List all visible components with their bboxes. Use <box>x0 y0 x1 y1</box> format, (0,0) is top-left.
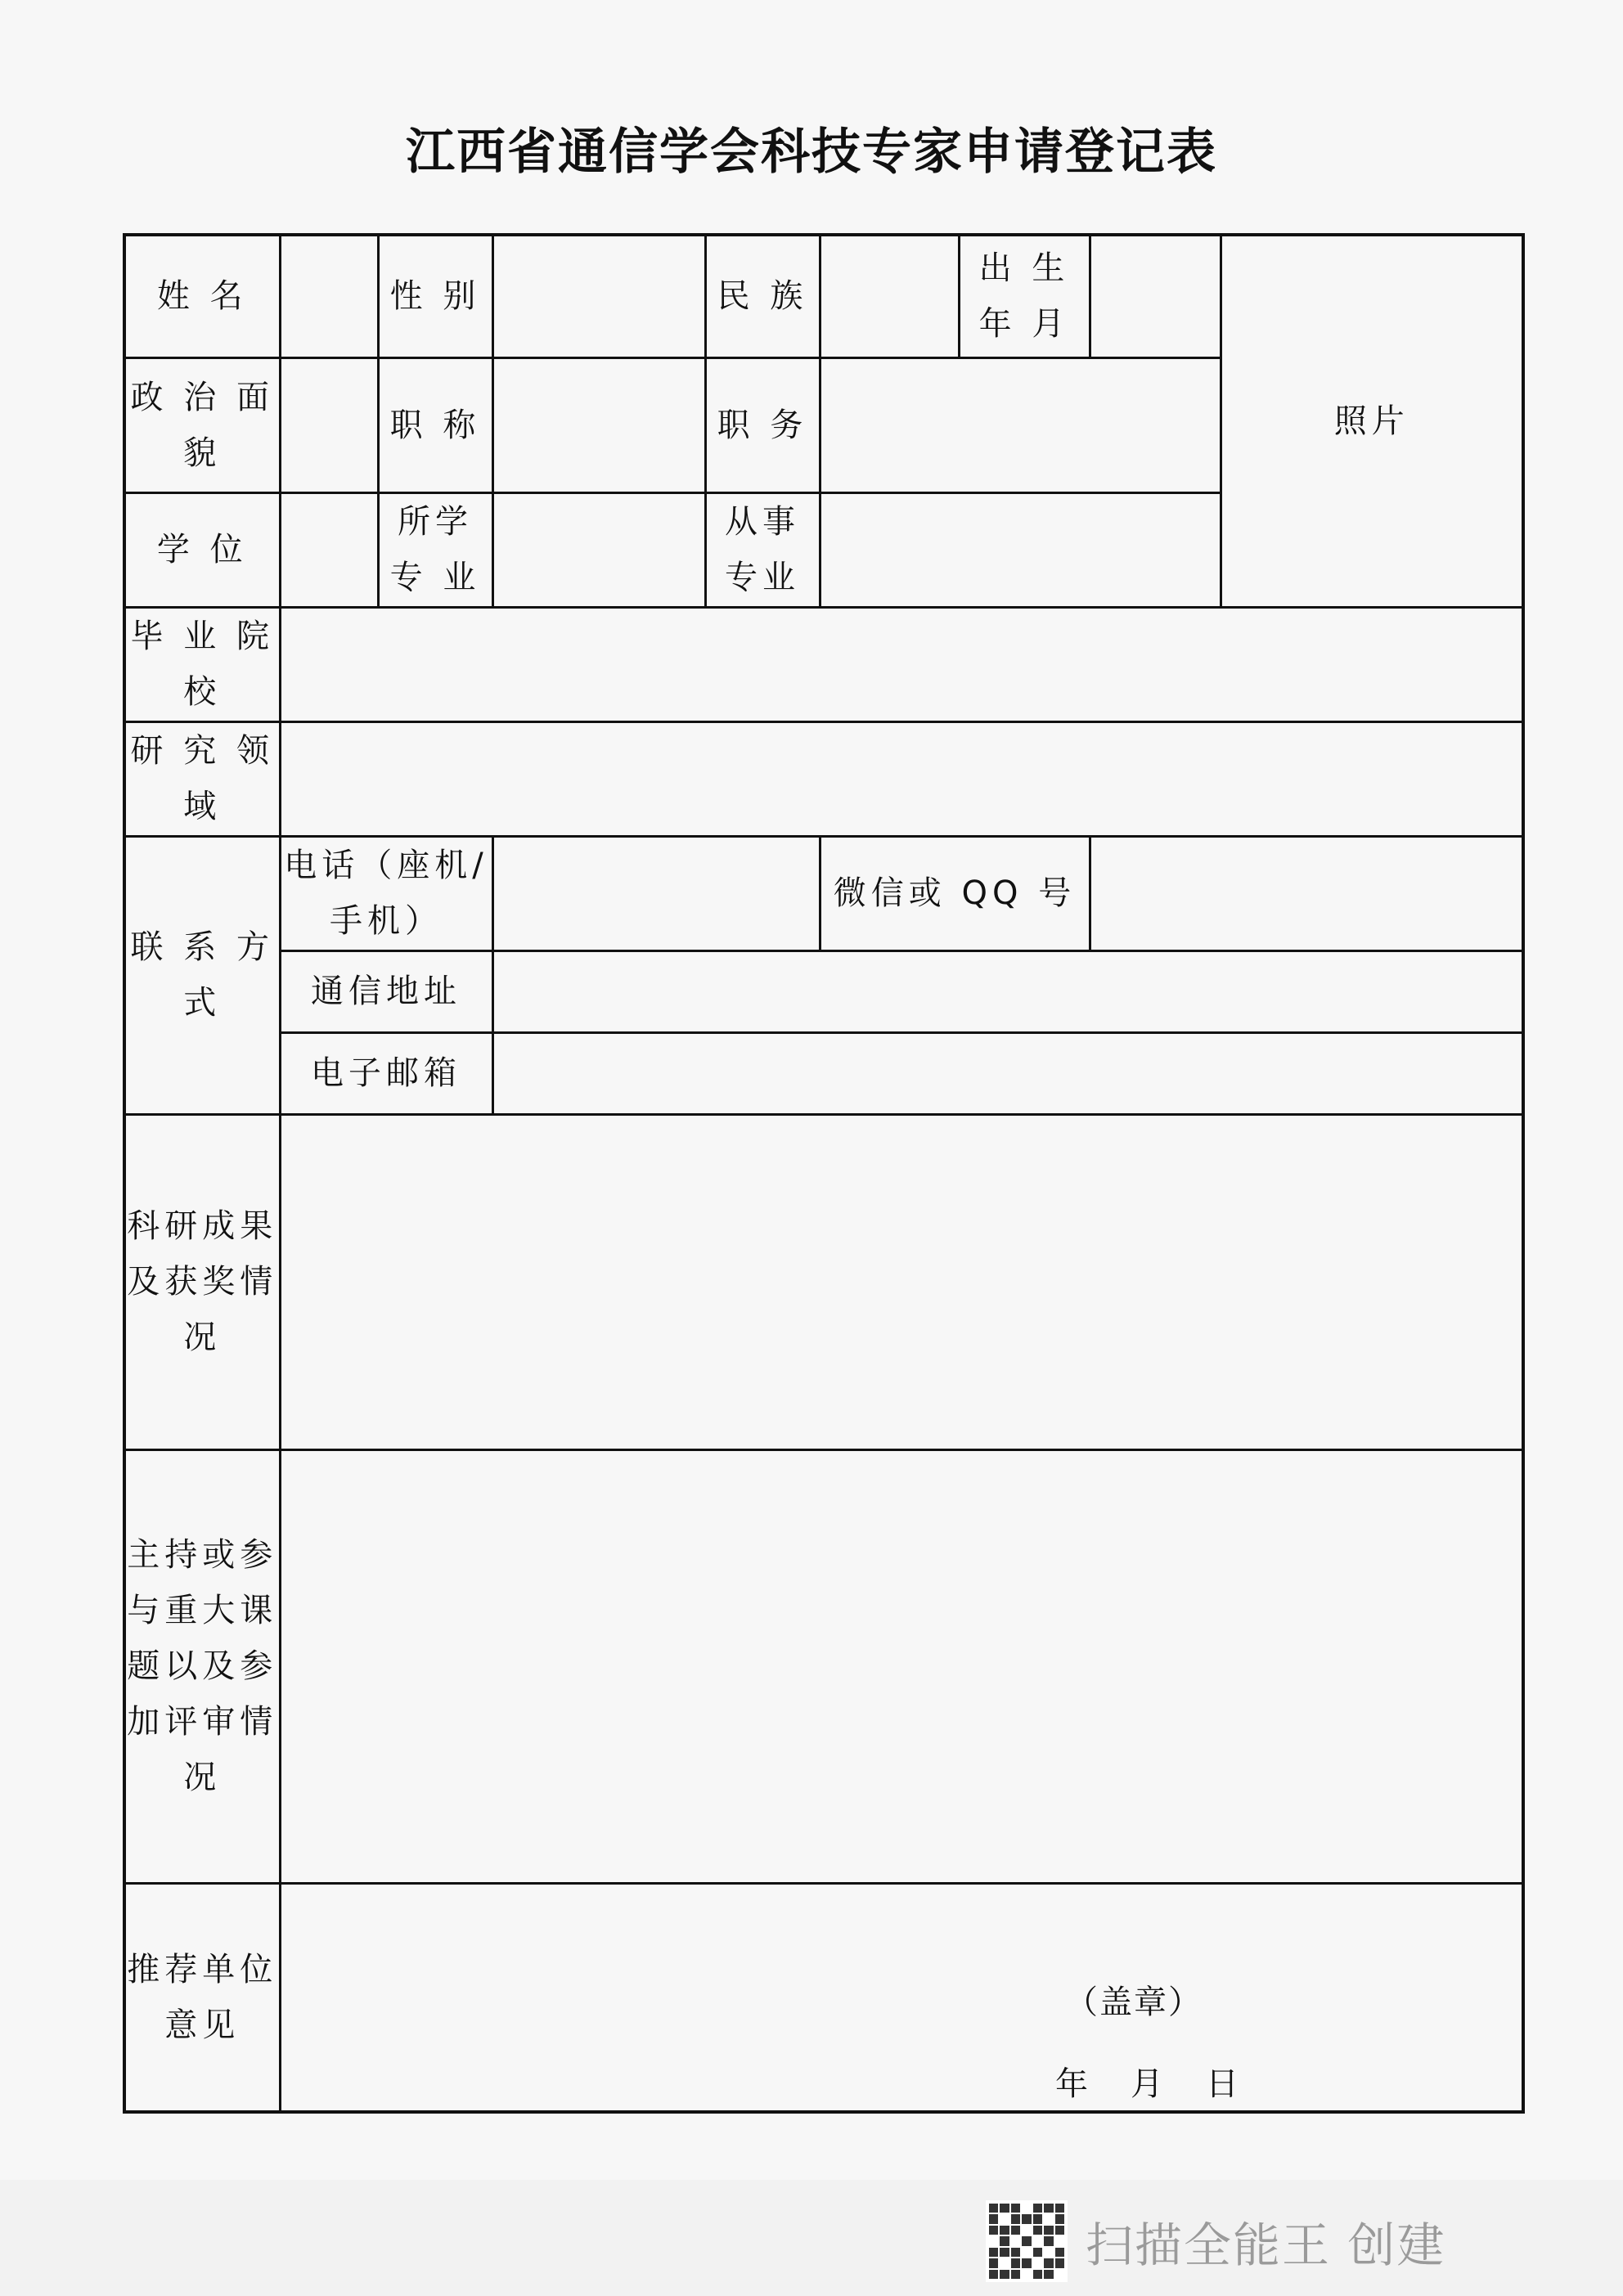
field-research[interactable] <box>280 721 1523 836</box>
field-major[interactable] <box>492 492 705 607</box>
field-ethnicity[interactable] <box>820 235 959 357</box>
field-birth[interactable] <box>1090 235 1221 357</box>
field-degree[interactable] <box>280 492 378 607</box>
label-projects: 主持或参与重大课题以及参加评审情况 <box>124 1449 280 1883</box>
label-address: 通信地址 <box>280 950 492 1032</box>
label-field: 从事 专业 <box>705 492 820 607</box>
label-ethnicity: 民 族 <box>705 235 820 357</box>
field-political[interactable] <box>280 357 378 492</box>
registration-form-table <box>123 233 1525 2114</box>
label-political: 政 治 面 貌 <box>124 357 280 492</box>
field-email[interactable] <box>492 1032 1523 1114</box>
label-research: 研 究 领 域 <box>124 721 280 836</box>
watermark-text: 扫描全能王 创建 <box>1086 2217 1446 2273</box>
field-phone[interactable] <box>492 836 820 950</box>
qr-code-icon <box>986 2200 1068 2282</box>
label-phone: 电话（座机/手机） <box>280 836 492 950</box>
label-major: 所学 专 业 <box>378 492 492 607</box>
label-wechat: 微信或 QQ 号 <box>820 836 1090 950</box>
field-school[interactable] <box>280 607 1523 721</box>
field-gender[interactable] <box>492 235 705 357</box>
scanner-watermark <box>986 2200 1445 2282</box>
label-position: 职 务 <box>705 357 820 492</box>
label-birth: 出 生 年 月 <box>959 235 1090 357</box>
label-contact: 联 系 方 式 <box>124 836 280 1114</box>
form-title: 江西省通信学会科技专家申请登记表 <box>406 124 1217 181</box>
date-text: 年 月 日 <box>1055 2065 1243 2103</box>
label-job-title: 职 称 <box>378 357 492 492</box>
field-wechat[interactable] <box>1090 836 1523 950</box>
label-degree: 学 位 <box>124 492 280 607</box>
field-achievements[interactable] <box>280 1114 1523 1449</box>
label-recommend: 推荐单位意见 <box>124 1883 280 2112</box>
field-address[interactable] <box>492 950 1523 1032</box>
label-email: 电子邮箱 <box>280 1032 492 1114</box>
label-achievements: 科研成果及获奖情况 <box>124 1114 280 1449</box>
label-name: 姓 名 <box>124 235 280 357</box>
seal-block <box>281 1885 1522 2111</box>
field-position[interactable] <box>820 357 1221 492</box>
field-projects[interactable] <box>280 1449 1523 1883</box>
field-job-title[interactable] <box>492 357 705 492</box>
field-field[interactable] <box>820 492 1221 607</box>
seal-text: （盖章） <box>1065 1983 1203 2021</box>
label-gender: 性 别 <box>378 235 492 357</box>
photo-box: 照片 <box>1221 235 1523 607</box>
field-recommend[interactable] <box>280 1883 1523 2112</box>
label-school: 毕 业 院 校 <box>124 607 280 721</box>
field-name[interactable] <box>280 235 378 357</box>
